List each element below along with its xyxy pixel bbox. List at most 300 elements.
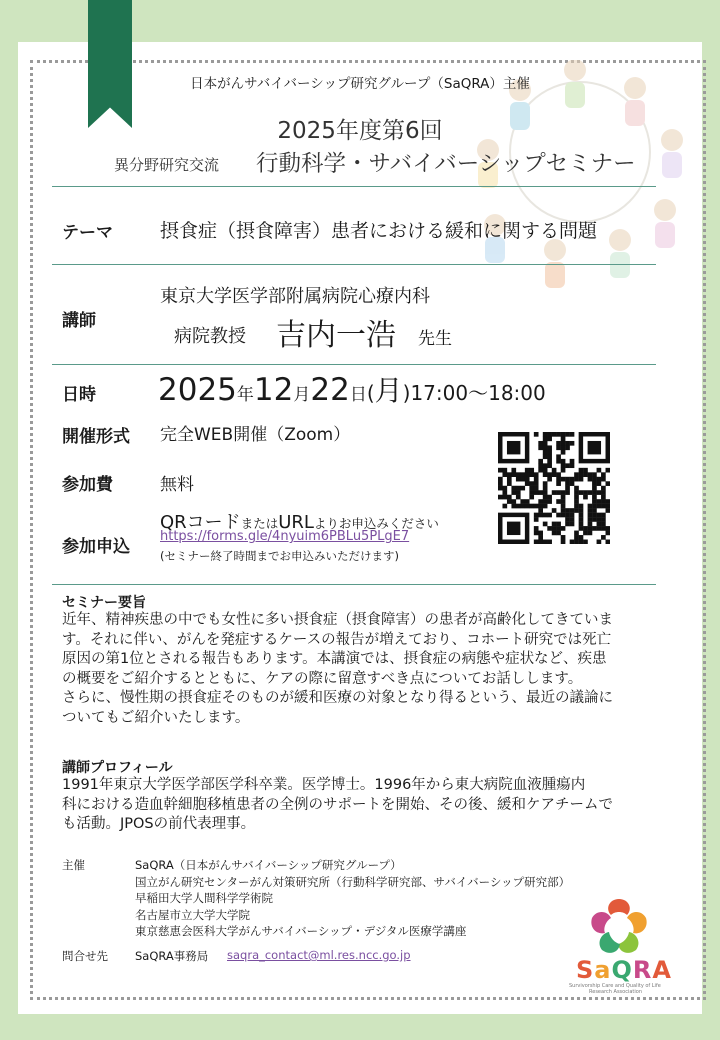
qr-module	[583, 531, 588, 536]
qr-module	[561, 535, 566, 540]
qr-module	[588, 477, 593, 482]
lecturer-position: 病院教授	[174, 326, 246, 347]
qr-module	[561, 459, 566, 464]
qr-module	[534, 472, 539, 477]
qr-module	[556, 499, 561, 504]
date-year: 2025	[158, 372, 237, 408]
summary-line: 近年、精神疾患の中でも女性に多い摂食症（摂食障害）の患者が高齢化してきていま	[62, 612, 613, 628]
qr-module	[561, 540, 566, 544]
qr-module	[588, 522, 593, 527]
qr-module	[570, 522, 575, 527]
qr-module	[565, 513, 570, 518]
qr-module	[570, 463, 575, 468]
qr-module	[561, 495, 566, 500]
qr-module	[565, 477, 570, 482]
lecturer-affiliation: 東京大学医学部附属病院心療内科	[160, 286, 430, 307]
qr-module	[547, 459, 552, 464]
qr-module	[588, 513, 593, 518]
qr-module	[543, 463, 548, 468]
qr-module	[592, 504, 597, 509]
qr-module	[547, 454, 552, 459]
qr-module	[592, 486, 597, 491]
qr-module	[574, 508, 579, 513]
qr-module	[502, 486, 507, 491]
qr-module	[534, 432, 539, 437]
qr-module	[547, 513, 552, 518]
qr-module	[543, 504, 548, 509]
qr-module	[520, 504, 525, 509]
qr-module	[507, 441, 520, 454]
qr-module	[552, 472, 557, 477]
qr-module	[579, 468, 584, 473]
qr-module	[601, 499, 606, 504]
qr-module	[570, 513, 575, 518]
summary-line: ついてもご紹介いたします。	[62, 709, 250, 726]
qr-module	[516, 504, 521, 509]
contact-label: 問合せ先	[62, 949, 108, 963]
qr-module	[538, 463, 543, 468]
qr-module	[601, 513, 606, 518]
instruction-mid: または	[240, 516, 279, 531]
qr-module	[601, 486, 606, 491]
qr-module	[511, 472, 516, 477]
qr-module	[579, 540, 584, 544]
qr-module	[592, 499, 597, 504]
organizer-item: 国立がん研究センターがん対策研究所（行動科学研究部、サバイバーシップ研究部）	[135, 874, 571, 889]
date-day-unit: 日	[349, 385, 367, 405]
qr-module	[543, 513, 548, 518]
saqra-tagline-line1: Survivorship Care and Quality of Life	[569, 983, 661, 989]
qr-module	[547, 472, 552, 477]
qr-module	[525, 477, 530, 482]
qr-module	[507, 499, 512, 504]
qr-module	[583, 540, 588, 544]
qr-module	[592, 517, 597, 522]
qr-module	[534, 517, 539, 522]
qr-code[interactable]	[498, 432, 610, 544]
qr-module	[570, 432, 575, 437]
registration-label: 参加申込	[62, 537, 130, 557]
qr-module	[574, 531, 579, 536]
qr-module	[507, 472, 512, 477]
qr-module	[556, 477, 561, 482]
qr-module	[583, 526, 588, 531]
qr-module	[529, 490, 534, 495]
qr-module	[592, 526, 597, 531]
qr-module	[561, 463, 566, 468]
qr-module	[601, 517, 606, 522]
format-value: 完全WEB開催（Zoom）	[160, 425, 351, 445]
qr-module	[556, 454, 561, 459]
host-line: 日本がんサバイバーシップ研究グループ（SaQRA）主催	[190, 76, 530, 92]
qr-module	[543, 486, 548, 491]
qr-module	[507, 481, 512, 486]
profile-text	[62, 776, 658, 835]
qr-module	[538, 540, 543, 544]
qr-module	[588, 517, 593, 522]
summary-heading: セミナー要旨	[62, 595, 146, 611]
organizer-item: SaQRA（日本がんサバイバーシップ研究グループ）	[135, 858, 402, 872]
organizer-item: 東京慈恵会医科大学がんサバイバーシップ・デジタル医療学講座	[135, 924, 467, 938]
qr-module	[561, 508, 566, 513]
divider	[52, 264, 656, 265]
qr-module	[597, 522, 602, 527]
qr-module	[597, 517, 602, 522]
qr-module	[538, 441, 543, 446]
datetime-label: 日時	[62, 385, 96, 405]
qr-module	[556, 481, 561, 486]
qr-module	[574, 486, 579, 491]
qr-module	[543, 432, 548, 437]
qr-module	[570, 459, 575, 464]
saqra-tagline-line2: Research Association	[589, 989, 642, 995]
qr-module	[574, 495, 579, 500]
qr-module	[588, 504, 593, 509]
qr-module	[588, 441, 601, 454]
qr-module	[502, 495, 507, 500]
instruction-url: URL	[278, 512, 314, 533]
weekday-open: (	[366, 381, 375, 405]
qr-module	[561, 499, 566, 504]
date-month-unit: 月	[293, 385, 311, 405]
organizer-item: 早稲田大学人間科学学術院	[135, 891, 273, 905]
qr-module	[511, 486, 516, 491]
qr-module	[606, 468, 610, 473]
qr-module	[561, 513, 566, 518]
qr-module	[547, 463, 552, 468]
qr-module	[516, 490, 521, 495]
qr-module	[561, 468, 566, 473]
qr-module	[516, 495, 521, 500]
qr-module	[574, 472, 579, 477]
qr-module	[561, 445, 566, 450]
qr-module	[525, 504, 530, 509]
organizer-item: 名古屋市立大学大学院	[135, 907, 250, 922]
qr-module	[597, 513, 602, 518]
saqra-logo-text: SaQRA	[576, 956, 672, 984]
lecturer-honorific: 先生	[418, 329, 452, 349]
profile-heading: 講師プロフィール	[62, 760, 173, 776]
qr-module	[543, 481, 548, 486]
qr-module	[579, 526, 584, 531]
qr-module	[565, 463, 570, 468]
profile-line: も活動。JPOSの前代表理事。	[62, 816, 256, 832]
qr-module	[516, 472, 521, 477]
qr-module	[601, 535, 606, 540]
year-edition: 2025年度第6回	[277, 118, 443, 144]
qr-module	[552, 468, 557, 473]
qr-module	[547, 526, 552, 531]
qr-module	[597, 526, 602, 531]
qr-module	[583, 495, 588, 500]
qr-module	[556, 526, 561, 531]
date-time: 17:00～18:00	[410, 381, 546, 405]
qr-module	[588, 472, 593, 477]
qr-module	[529, 468, 534, 473]
qr-module	[565, 481, 570, 486]
qr-module	[556, 432, 561, 437]
qr-module	[547, 540, 552, 544]
qr-module	[561, 526, 566, 531]
qr-module	[502, 504, 507, 509]
profile-line: 1991年東京大学医学部医学科卒業。医学博士。1996年から東大病院血液腫瘍内	[62, 777, 586, 793]
summary-line: す。それに伴い、がんを発症するケースの報告が増えており、コホート研究では死亡	[62, 631, 612, 648]
qr-module	[543, 472, 548, 477]
qr-module	[574, 504, 579, 509]
qr-module	[507, 477, 512, 482]
qr-module	[498, 481, 503, 486]
qr-module	[556, 490, 561, 495]
qr-module	[534, 481, 539, 486]
qr-module	[565, 517, 570, 522]
qr-module	[579, 490, 584, 495]
qr-module	[543, 490, 548, 495]
qr-module	[547, 436, 552, 441]
qr-module	[597, 490, 602, 495]
qr-module	[601, 504, 606, 509]
subtitle-prefix: 異分野研究交流	[114, 156, 220, 174]
qr-module	[534, 540, 539, 544]
qr-module	[543, 468, 548, 473]
qr-module	[601, 472, 606, 477]
saqra-tagline	[569, 983, 661, 995]
qr-module	[601, 477, 606, 482]
qr-module	[547, 445, 552, 450]
qr-module	[606, 540, 610, 544]
qr-module	[574, 499, 579, 504]
qr-module	[534, 486, 539, 491]
qr-module	[592, 490, 597, 495]
qr-module	[552, 432, 557, 437]
qr-module	[556, 531, 561, 536]
qr-module	[565, 486, 570, 491]
qr-module	[534, 526, 539, 531]
qr-module	[556, 522, 561, 527]
qr-module	[520, 499, 525, 504]
qr-module	[534, 477, 539, 482]
qr-module	[592, 495, 597, 500]
qr-module	[498, 486, 503, 491]
lecturer-name: 吉内一浩	[276, 318, 396, 353]
summary-line: の概要をご紹介するとともに、ケアの際に留意すべき点についてお話しします。	[62, 670, 583, 687]
qr-module	[507, 522, 520, 535]
qr-module	[579, 513, 584, 518]
registration-url-link[interactable]: https://forms.gle/4nyuim6PBLu5PLgE7	[160, 529, 410, 544]
qr-module	[529, 472, 534, 477]
qr-module	[538, 504, 543, 509]
qr-module	[543, 454, 548, 459]
qr-module	[511, 499, 516, 504]
qr-module	[511, 490, 516, 495]
lecturer-label: 講師	[62, 311, 96, 331]
qr-module	[579, 508, 584, 513]
qr-module	[507, 495, 512, 500]
qr-module	[601, 526, 606, 531]
qr-module	[570, 481, 575, 486]
date-month: 12	[253, 372, 294, 408]
qr-module	[561, 477, 566, 482]
qr-module	[565, 445, 570, 450]
qr-module	[543, 436, 548, 441]
qr-module	[556, 459, 561, 464]
qr-module	[556, 441, 561, 446]
qr-module	[538, 513, 543, 518]
qr-module	[597, 468, 602, 473]
qr-module	[592, 508, 597, 513]
qr-module	[525, 499, 530, 504]
qr-module	[516, 486, 521, 491]
qr-module	[574, 540, 579, 544]
qr-module	[538, 459, 543, 464]
qr-module	[588, 526, 593, 531]
qr-module	[552, 531, 557, 536]
weekday-close: )	[402, 381, 411, 405]
divider	[52, 186, 656, 187]
qr-module	[520, 486, 525, 491]
summary-text	[62, 611, 658, 728]
qr-module	[529, 486, 534, 491]
qr-module	[597, 499, 602, 504]
qr-module	[547, 495, 552, 500]
qr-module	[525, 468, 530, 473]
qr-module	[552, 526, 557, 531]
qr-module	[601, 490, 606, 495]
qr-module	[597, 477, 602, 482]
qr-module	[606, 481, 610, 486]
qr-module	[565, 522, 570, 527]
qr-module	[583, 490, 588, 495]
date-day: 22	[310, 372, 350, 408]
qr-module	[561, 504, 566, 509]
registration-note: (セミナー終了時間までお申込みいただけます)	[160, 549, 399, 563]
qr-module	[588, 508, 593, 513]
qr-module	[520, 477, 525, 482]
qr-module	[498, 495, 503, 500]
contact-email-link[interactable]: saqra_contact@ml.res.ncc.go.jp	[227, 948, 411, 962]
qr-module	[556, 513, 561, 518]
qr-module	[588, 490, 593, 495]
format-label: 開催形式	[62, 427, 130, 447]
qr-module	[511, 504, 516, 509]
datetime-value	[158, 370, 546, 415]
divider	[52, 364, 656, 365]
fee-value: 無料	[160, 475, 194, 495]
qr-module	[561, 490, 566, 495]
qr-module	[543, 450, 548, 455]
qr-module	[570, 517, 575, 522]
qr-module	[561, 450, 566, 455]
qr-module	[556, 472, 561, 477]
qr-module	[543, 499, 548, 504]
qr-module	[552, 522, 557, 527]
qr-module	[543, 445, 548, 450]
qr-module	[498, 468, 503, 473]
qr-module	[502, 472, 507, 477]
profile-line: 科における造血幹細胞移植患者の全例のサポートを開始、その後、緩和ケアチームで	[62, 796, 613, 813]
qr-module	[570, 441, 575, 446]
qr-module	[597, 504, 602, 509]
qr-module	[561, 432, 566, 437]
qr-module	[538, 535, 543, 540]
qr-module	[592, 477, 597, 482]
qr-module	[588, 531, 593, 536]
qr-module	[547, 499, 552, 504]
qr-module	[565, 508, 570, 513]
qr-module	[525, 481, 530, 486]
qr-module	[538, 468, 543, 473]
organizers-list	[135, 857, 570, 940]
qr-module	[543, 441, 548, 446]
summary-line: さらに、慢性期の摂食症そのものが緩和医療の対象となり得るという、最近の議論に	[62, 690, 613, 706]
qr-module	[534, 490, 539, 495]
qr-module	[592, 513, 597, 518]
qr-module	[534, 504, 539, 509]
qr-module	[538, 490, 543, 495]
fee-label: 参加費	[62, 475, 113, 495]
divider	[52, 584, 656, 585]
qr-module	[547, 450, 552, 455]
qr-module	[543, 540, 548, 544]
qr-module	[574, 535, 579, 540]
qr-module	[502, 468, 507, 473]
qr-module	[502, 490, 507, 495]
qr-module	[552, 490, 557, 495]
qr-module	[579, 522, 584, 527]
qr-module	[606, 499, 610, 504]
seminar-title: 行動科学・サバイバーシップセミナー	[256, 151, 636, 177]
qr-module	[556, 445, 561, 450]
qr-module	[498, 477, 503, 482]
instruction-qr: QRコード	[160, 512, 241, 533]
qr-module	[601, 522, 606, 527]
qr-module	[583, 468, 588, 473]
qr-module	[570, 477, 575, 482]
qr-module	[565, 432, 570, 437]
qr-module	[538, 499, 543, 504]
contact-office: SaQRA事務局	[135, 949, 209, 963]
qr-module	[538, 508, 543, 513]
qr-module	[565, 490, 570, 495]
qr-module	[511, 468, 516, 473]
qr-module	[579, 477, 584, 482]
qr-module	[601, 495, 606, 500]
instruction-tail: よりお申込みください	[313, 516, 439, 531]
qr-module	[525, 472, 530, 477]
qr-module	[529, 481, 534, 486]
qr-module	[552, 508, 557, 513]
qr-module	[534, 531, 539, 536]
organizers-label: 主催	[62, 858, 85, 872]
qr-module	[538, 445, 543, 450]
qr-module	[597, 540, 602, 544]
qr-module	[543, 522, 548, 527]
qr-module	[583, 472, 588, 477]
qr-module	[520, 472, 525, 477]
qr-module	[606, 526, 610, 531]
saqra-logo-mark	[586, 896, 652, 958]
qr-module	[606, 504, 610, 509]
qr-module	[570, 508, 575, 513]
theme-value: 摂食症（摂食障害）患者における緩和に関する問題	[160, 220, 598, 242]
qr-module	[561, 436, 566, 441]
qr-module	[529, 495, 534, 500]
qr-module	[592, 472, 597, 477]
theme-label: テーマ	[62, 223, 113, 243]
qr-module	[579, 535, 584, 540]
qr-module	[574, 477, 579, 482]
summary-line: 原因の第1位とされる報告もあります。本講演では、摂食症の病態や症状など、疾患	[62, 651, 607, 667]
qr-module	[547, 477, 552, 482]
